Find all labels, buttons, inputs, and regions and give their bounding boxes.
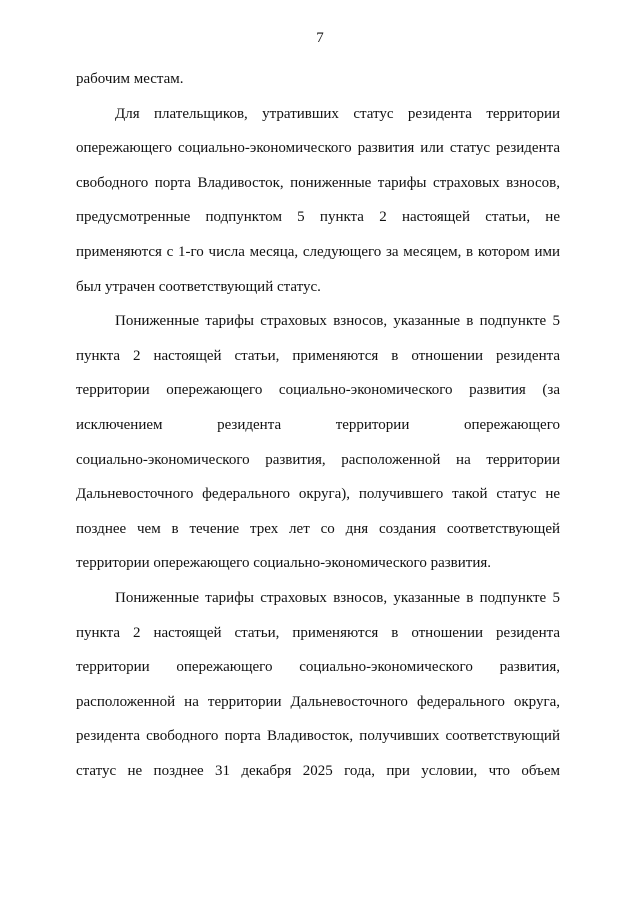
text-line: социально-экономического развития, расположенной на территории	[76, 451, 560, 468]
text-line: территории опережающего социально-экономического развития (за	[76, 382, 560, 399]
paragraph-3	[76, 304, 560, 581]
text-line: Пониженные тарифы страховых взносов, указанные в подпункте 5	[115, 313, 560, 330]
text-line: рабочим местам.	[76, 71, 184, 87]
text-line: исключением резидента территории опережающего	[76, 416, 560, 433]
paragraph-4	[76, 581, 560, 789]
page-number: 7	[316, 30, 324, 46]
text-line: пункта 2 настоящей статьи, применяются в отношении резидента	[76, 624, 560, 641]
text-line: применяются с 1-го числа месяца, следующего за месяцем, в котором ими	[76, 243, 560, 260]
paragraph-2	[76, 97, 560, 305]
text-line: был утрачен соответствующий статус.	[76, 278, 321, 295]
paragraph-1	[76, 62, 560, 97]
text-line: расположенной на территории Дальневосточного федерального округа,	[76, 693, 560, 710]
text-line: пункта 2 настоящей статьи, применяются в отношении резидента	[76, 347, 560, 364]
text-line: территории опережающего социально-экономического развития.	[76, 555, 491, 572]
text-line: статус не позднее 31 декабря 2025 года, при условии, что объем	[76, 762, 560, 779]
text-line: Пониженные тарифы страховых взносов, указанные в подпункте 5	[115, 589, 560, 606]
text-line: позднее чем в течение трех лет со дня создания соответствующей	[76, 520, 560, 537]
text-line: свободного порта Владивосток, пониженные тарифы страховых взносов,	[76, 174, 560, 191]
text-line: резидента свободного порта Владивосток, получивших соответствующий	[76, 728, 560, 745]
text-line: Дальневосточного федерального округа), получившего такой статус не	[76, 486, 560, 503]
text-line: территории опережающего социально-экономического развития,	[76, 659, 560, 676]
text-line: опережающего социально-экономического развития или статус резидента	[76, 140, 560, 157]
text-line: Для плательщиков, утративших статус резидента территории	[115, 105, 560, 122]
text-line: предусмотренные подпунктом 5 пункта 2 настоящей статьи, не	[76, 209, 560, 226]
document-body	[76, 62, 560, 788]
